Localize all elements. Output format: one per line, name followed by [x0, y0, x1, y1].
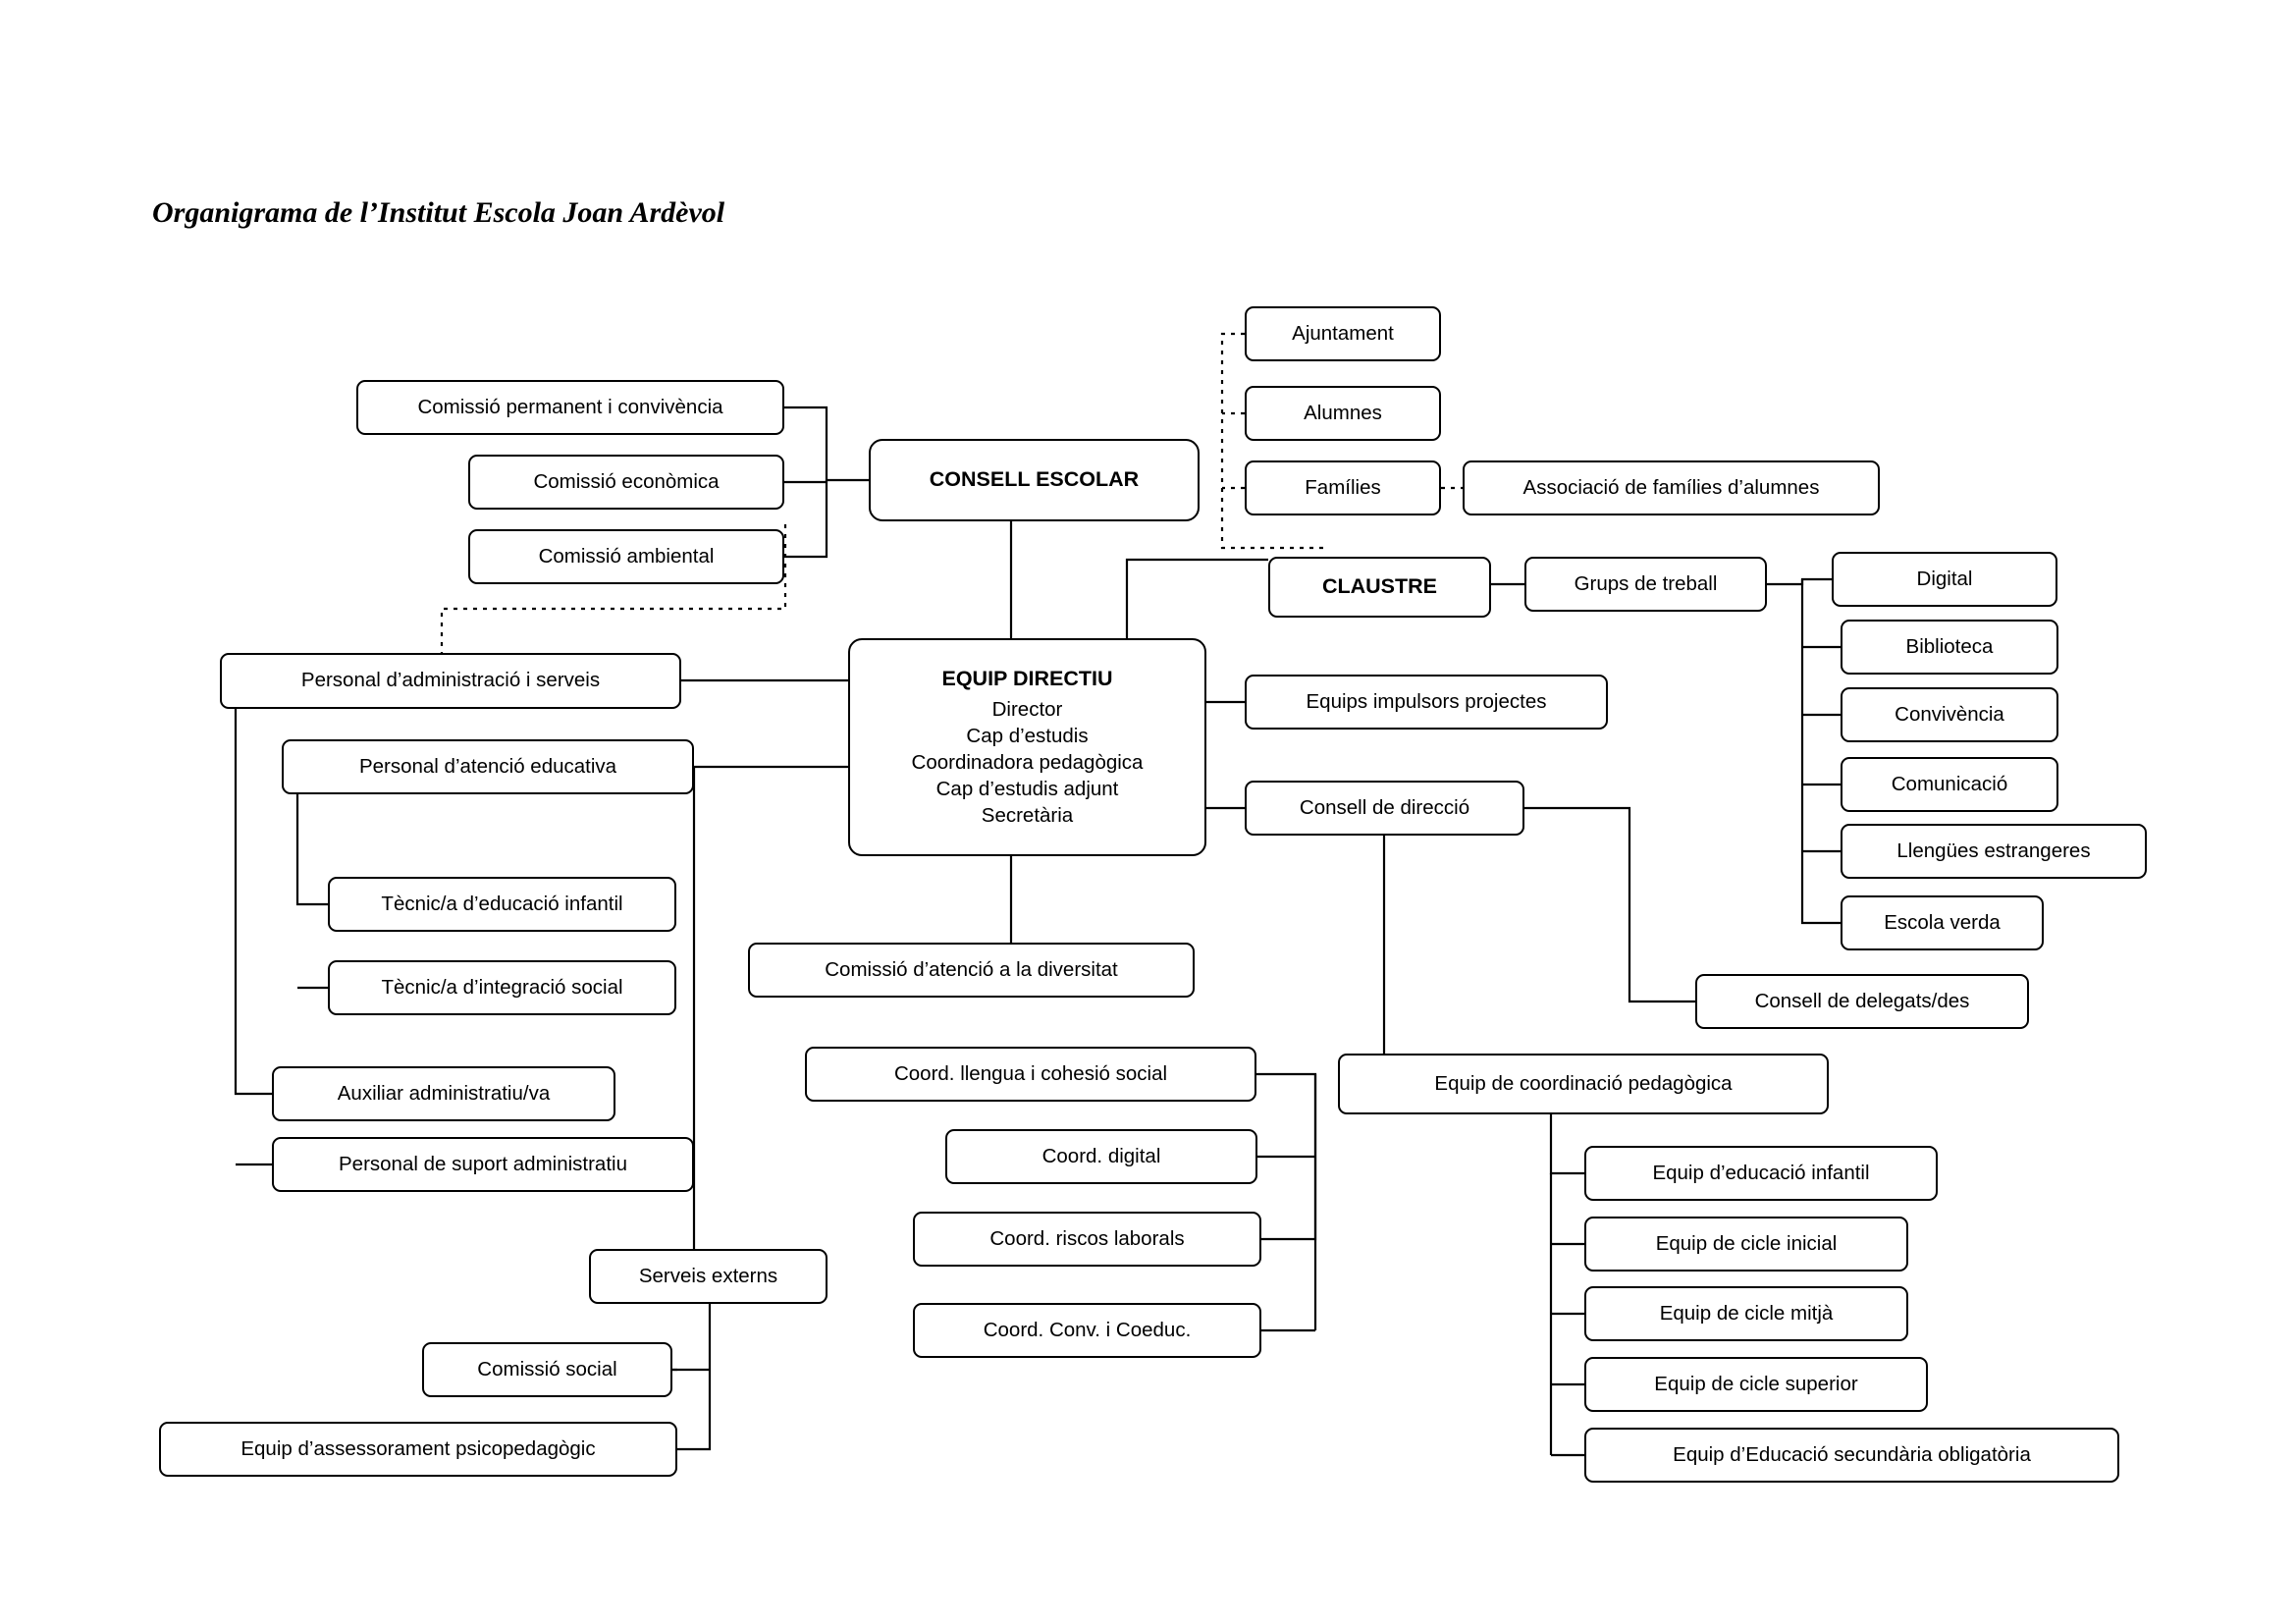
node-alumnes	[1245, 386, 1441, 441]
node-comissio_diversitat-label: Comissió d’atenció a la diversitat	[825, 957, 1118, 981]
node-equip_cicle_inicial-label: Equip de cicle inicial	[1655, 1231, 1838, 1255]
node-equip_eso	[1584, 1428, 2119, 1483]
node-equip_directiu_header-line: Coordinadora pedagògica	[911, 750, 1144, 774]
node-equip_assessorament	[159, 1422, 677, 1477]
node-equip_cicle_superior-label: Equip de cicle superior	[1654, 1372, 1858, 1395]
node-ajuntament-label: Ajuntament	[1292, 321, 1394, 345]
node-biblioteca-label: Biblioteca	[1905, 634, 1994, 658]
node-consell_delegats-label: Consell de delegats/des	[1754, 989, 1970, 1012]
node-personal_suport	[272, 1137, 694, 1192]
node-equip_directiu_header	[848, 638, 1206, 856]
node-equip_assessorament-label: Equip d’assessorament psicopedagògic	[240, 1436, 596, 1460]
node-coord_digital-label: Coord. digital	[1041, 1144, 1161, 1167]
node-consell_direccio-label: Consell de direcció	[1299, 795, 1470, 819]
node-tecnic_infantil	[328, 877, 676, 932]
node-auxiliar_admin-label: Auxiliar administratiu/va	[337, 1081, 551, 1105]
node-llengues_estrangeres-label: Llengües estrangeres	[1896, 839, 2091, 862]
page-title: Organigrama de l’Institut Escola Joan Ardèvol	[152, 196, 725, 229]
node-comunicacio	[1841, 757, 2058, 812]
node-equip_eso-label: Equip d’Educació secundària obligatòria	[1673, 1442, 2031, 1466]
node-equip_infantil	[1584, 1146, 1938, 1201]
node-comissio_diversitat	[748, 943, 1195, 998]
node-equip_coordinacio-label: Equip de coordinació pedagògica	[1434, 1071, 1733, 1095]
node-coord_llengua	[805, 1047, 1256, 1102]
node-equips_impulsors-label: Equips impulsors projectes	[1306, 689, 1547, 713]
node-alumnes-label: Alumnes	[1304, 401, 1382, 424]
node-comissio_economica	[468, 455, 784, 510]
node-consell_direccio	[1245, 781, 1524, 836]
node-tecnic_integracio-label: Tècnic/a d’integració social	[381, 975, 623, 999]
node-personal_atencio	[282, 739, 694, 794]
node-escola_verda-label: Escola verda	[1884, 910, 2001, 934]
node-personal_suport-label: Personal de suport administratiu	[339, 1152, 627, 1175]
node-claustre-label: CLAUSTRE	[1321, 574, 1438, 599]
node-equip_coordinacio	[1338, 1054, 1829, 1114]
node-families-label: Famílies	[1305, 475, 1381, 499]
node-comissio_ambiental	[468, 529, 784, 584]
node-biblioteca	[1841, 620, 2058, 675]
node-equip_cicle_inicial	[1584, 1217, 1908, 1272]
node-consell_escolar	[869, 439, 1200, 521]
node-personal_atencio-label: Personal d’atenció educativa	[358, 754, 617, 778]
node-equip_cicle_mitja	[1584, 1286, 1908, 1341]
node-digital-label: Digital	[1916, 567, 1973, 590]
node-grups_treball	[1524, 557, 1767, 612]
node-consell_delegats	[1695, 974, 2029, 1029]
node-comissio_permanent-label: Comissió permanent i convivència	[417, 395, 723, 418]
node-equip_cicle_mitja-label: Equip de cicle mitjà	[1659, 1301, 1834, 1325]
node-tecnic_integracio	[328, 960, 676, 1015]
node-serveis_externs-label: Serveis externs	[638, 1264, 778, 1287]
node-coord_conv	[913, 1303, 1261, 1358]
node-coord_llengua-label: Coord. llengua i cohesió social	[893, 1061, 1168, 1085]
node-equip_infantil-label: Equip d’educació infantil	[1652, 1161, 1870, 1184]
node-equip_cicle_superior	[1584, 1357, 1928, 1412]
node-equip_directiu_header-line: Secretària	[981, 803, 1074, 827]
node-comissio_economica-label: Comissió econòmica	[533, 469, 720, 493]
node-ajuntament	[1245, 306, 1441, 361]
node-coord_riscos-label: Coord. riscos laborals	[989, 1226, 1185, 1250]
node-equip_directiu_header-line: Cap d’estudis adjunt	[935, 777, 1119, 800]
node-tecnic_infantil-label: Tècnic/a d’educació infantil	[381, 892, 623, 915]
node-comunicacio-label: Comunicació	[1891, 772, 2008, 795]
node-grups_treball-label: Grups de treball	[1574, 571, 1718, 595]
node-equip_directiu_header-line: Director	[991, 698, 1063, 722]
node-comissio_social-label: Comissió social	[477, 1357, 617, 1380]
node-consell_escolar-label: CONSELL ESCOLAR	[929, 467, 1140, 492]
node-personal_admin	[220, 653, 681, 709]
node-convivencia	[1841, 687, 2058, 742]
node-coord_conv-label: Coord. Conv. i Coeduc.	[983, 1318, 1192, 1341]
node-coord_digital	[945, 1129, 1257, 1184]
node-associacio_families	[1463, 460, 1880, 515]
node-auxiliar_admin	[272, 1066, 615, 1121]
node-convivencia-label: Convivència	[1895, 702, 2004, 726]
node-digital	[1832, 552, 2057, 607]
node-claustre	[1268, 557, 1491, 618]
node-coord_riscos	[913, 1212, 1261, 1267]
node-equips_impulsors	[1245, 675, 1608, 730]
node-escola_verda	[1841, 895, 2044, 950]
node-llengues_estrangeres	[1841, 824, 2147, 879]
node-equip_directiu_header-title: EQUIP DIRECTIU	[941, 666, 1113, 690]
node-comissio_ambiental-label: Comissió ambiental	[538, 544, 715, 568]
node-families	[1245, 460, 1441, 515]
node-equip_directiu_header-line: Cap d’estudis	[966, 724, 1089, 747]
node-personal_admin-label: Personal d’administració i serveis	[300, 669, 601, 692]
node-associacio_families-label: Associació de famílies d’alumnes	[1522, 475, 1820, 499]
node-serveis_externs	[589, 1249, 828, 1304]
node-comissio_social	[422, 1342, 672, 1397]
node-comissio_permanent	[356, 380, 784, 435]
